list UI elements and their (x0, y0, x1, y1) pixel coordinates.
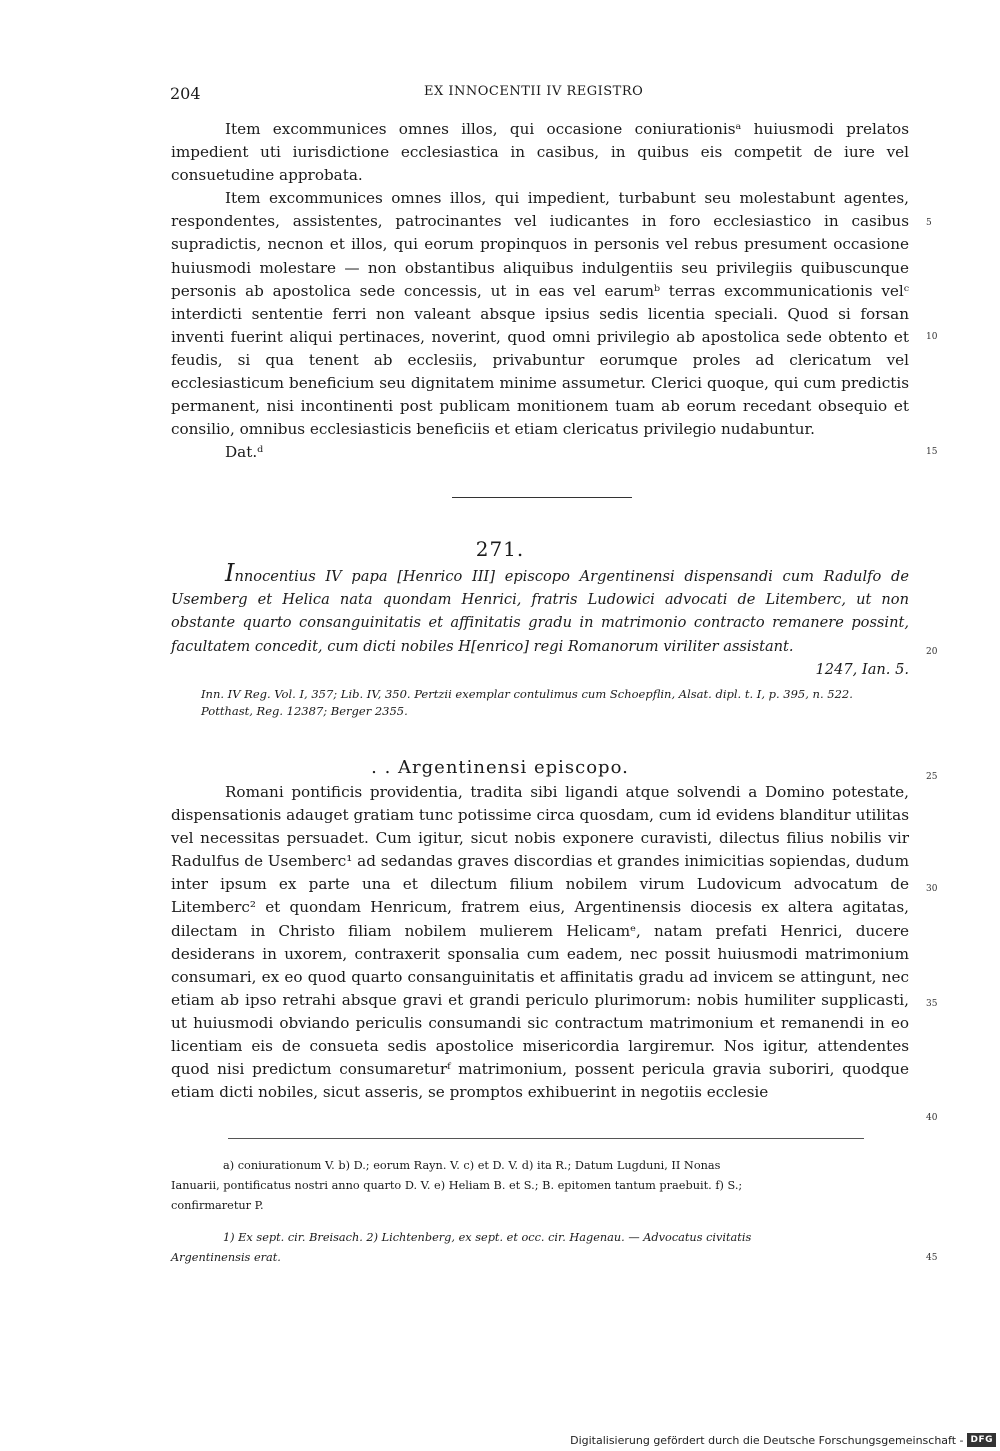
credit-text: Digitalisierung gefördert durch die Deutsche Forschungsgemeinschaft - (570, 1433, 964, 1447)
source-line: Potthast, Reg. 12387; Berger 2355. (201, 704, 408, 718)
footnote-divider (228, 1138, 864, 1139)
section-divider (452, 497, 632, 498)
document-rubric (171, 559, 909, 681)
margin-line-number: 20 (926, 647, 938, 657)
rubric-text: nnocentius IV papa [Henrico III] episcopo Argentinensi dispensandi cum Radulfo de Usemberg et Helica nata quondam Henrici, fratris Ludowici advocati de Litemberc, ut non obstante quarto consanguinitatis et affinitatis gradu in matrimonio contracto remanere possint, facultatem concedit, cum dicti nobiles H[enrico] regi Romanorum viriliter assistant. (171, 568, 909, 655)
digitization-credit (570, 1433, 996, 1447)
margin-line-number: 40 (926, 1113, 938, 1123)
previous-document-text (171, 118, 909, 464)
document-number: 271. (475, 537, 525, 561)
dat-line: Dat.ᵈ (225, 443, 264, 462)
paragraph: Item excommunices omnes illos, qui occasione coniurationisᵃ huiusmodi prelatos impedient uti iurisdictione ecclesiastica in casibus, in quibus eis competit de iure vel consuetudine approbata. (171, 120, 909, 185)
body-paragraph: Romani pontificis providentia, tradita sibi ligandi atque solvendi a Domino potestate, dispensationis adauget gratiam tunc potissime circa quosdam, cum id evidens blanditur utilitas vel necessitas persuadet. Cum igitur, sicut nobis exponere curavisti, dilectus filius nobilis vir Radulfus de Usemberc¹ ad sedandas graves discordias et grandes inimicitias sopiendas, dudum inter ipsum ex parte una et dilectum filium nobilem virum Ludovicum advocatum de Litemberc² et quondam Henricum, fratrem eius, Argentinensis diocesis ex altera agitatas, dilectam in Christo filiam nobilem mulierem Helicamᵉ, natam prefati Henrici, ducere desiderans in uxorem, contraxerit sponsalia cum eadem, nec possit huiusmodi matrimonium consumari, ex eo quod quarto consanguinitatis et affinitatis gradu ad invicem se attingunt, nec etiam ab ipso retrahi absque gravi et grandi periculo plurimorum: nobis humiliter supplicasti, ut huiusmodi obviando periculis consumandi sic contractum matrimonium et remanendi in eo licentiam eis de consueta sedis apostolice misericordia largiremur. Nos igitur, attendentes quod nisi predictum consumareturᶠ matrimonium, possent pericula gravia suboriri, quodque etiam dicti nobiles, sicut asseris, se promptos exhibuerint in negotiis ecclesie (171, 783, 909, 1102)
source-notes (171, 686, 909, 720)
note-line: Argentinensis erat. (171, 1251, 281, 1264)
source-line: Inn. IV Reg. Vol. I, 357; Lib. IV, 350. Pertzii exemplar contulimus cum Schoepflin, Alsat. dipl. t. I, p. 395, n. 522. (201, 687, 853, 701)
margin-line-number: 5 (926, 218, 932, 228)
rubric-initial: I (225, 559, 235, 587)
apparatus-line: Ianuarii, pontificatus nostri anno quarto D. V. e) Heliam B. et S.; B. epitomen tantum praebuit. f) S.; (171, 1179, 743, 1192)
apparatus-line: a) coniurationum V. b) D.; eorum Rayn. V. c) et D. V. d) ita R.; Datum Lugduni, II Nonas (223, 1159, 721, 1172)
margin-line-number: 30 (926, 884, 938, 894)
note-line: 1) Ex sept. cir. Breisach. 2) Lichtenberg, ex sept. et occ. cir. Hagenau. — Advocatus civitatis (223, 1231, 752, 1244)
margin-line-number: 15 (926, 447, 938, 457)
paragraph: Item excommunices omnes illos, qui impedient, turbabunt seu molestabunt agentes, respondentes, assistentes, patrocinantes vel iudicantes in foro ecclesiastico in casibus supradictis, necnon et illos, qui eorum propinquos in personis vel rebus presument occasione huiusmodi molestare — non obstantibus aliquibus indulgentiis seu privilegiis quibuscunque personis ab apostolica sede concessis, ut in eas vel earumᵇ terras excommunicationis velᶜ interdicti sententie ferri non valeant absque ipsius sedis licentia speciali. Quod si forsan inventi fuerint aliqui pertinaces, noverint, quod omni privilegio ab apostolica sede obtento et feudis, si qua tenent ab ecclesiis, privabuntur eorumque proles ad clericatum vel ecclesiasticum beneficium seu dignitatem minime assumetur. Clerici quoque, qui cum predictis permanent, nisi incontinenti post publicam monitionem tuam ab eorum recedant obsequio et consilio, omnibus ecclesiasticis beneficiis et etiam clericatus privilegio nudabuntur. (171, 189, 909, 439)
running-head: EX INNOCENTII IV REGISTRO (424, 84, 644, 99)
margin-line-number: 45 (926, 1253, 938, 1263)
margin-line-number: 25 (926, 772, 938, 782)
margin-line-number: 10 (926, 332, 938, 342)
page-number: 204 (170, 84, 201, 103)
margin-line-number: 35 (926, 999, 938, 1009)
apparatus-line: confirmaretur P. (171, 1199, 264, 1212)
rubric-date: 1247, Ian. 5. (815, 660, 909, 678)
addressee: . . Argentinensi episcopo. (371, 757, 629, 778)
document-body (171, 781, 909, 1104)
dfg-logo: DFG (967, 1433, 996, 1447)
